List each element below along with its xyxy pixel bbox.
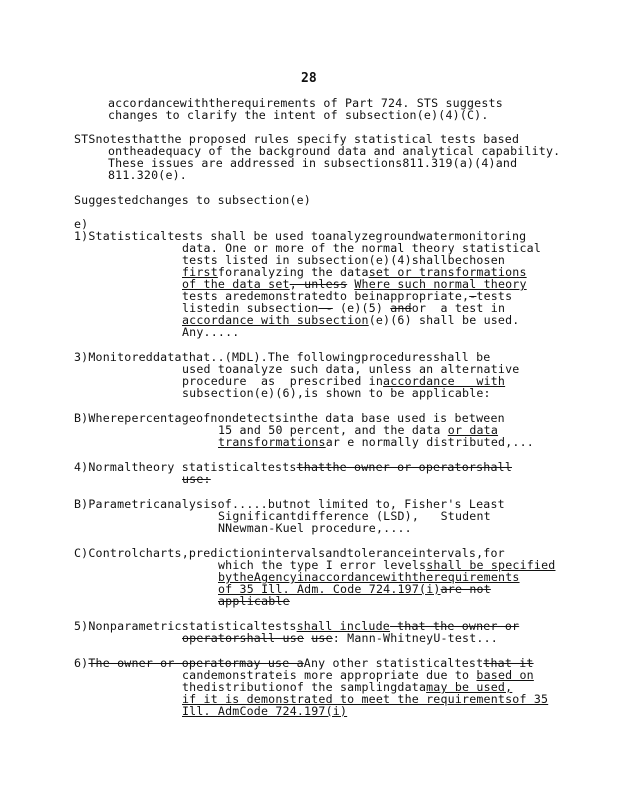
- text-line: 1)Statisticaltests shall be used toanalyzegroundwatermonitoring: [74, 229, 527, 243]
- inserted-text: Where such normal theory: [354, 277, 527, 291]
- text-line: 15 and 50 percent, and the data or data: [218, 423, 499, 437]
- deleted-text: thatthe owner or operatorshall: [296, 460, 512, 474]
- deleted-text: applicable: [218, 594, 290, 608]
- text-line: These issues are addressed in subsections811.319(a)(4)and: [108, 156, 518, 170]
- page-number: 28: [301, 71, 317, 86]
- deleted-text: -: [469, 289, 477, 303]
- text-line: 811.320(e).: [108, 168, 187, 182]
- text-line: procedure as prescribed inaccordance with: [182, 374, 506, 388]
- deleted-text: -: [318, 301, 333, 315]
- deleted-text: operatorshall use: [182, 631, 305, 645]
- text-line: thedistributionof the samplingdatamay be used,: [182, 680, 513, 694]
- inserted-text: shall be specified: [426, 558, 556, 572]
- text-line: data. One or more of the normal theory statistical: [182, 241, 542, 255]
- inserted-text: set or transformations: [368, 265, 527, 279]
- text-line: C)Controlcharts,predictionintervalsandtoleranceintervals,for: [74, 546, 505, 560]
- text-line: accordancewiththerequirements of Part 724. STS suggests: [108, 96, 503, 110]
- text-line: STSnotesthatthe proposed rules specify statistical tests based: [74, 132, 520, 146]
- deleted-text: , unless: [289, 277, 348, 291]
- text-line: firstforanalyzing the dataset or transformations: [182, 265, 527, 279]
- inserted-text: or data: [447, 423, 499, 437]
- text-line: tests listed in subsection(e)(4)shallbechosen: [182, 253, 506, 267]
- inserted-text: accordance with: [383, 374, 506, 388]
- text-line: [182, 473, 211, 486]
- text-line: listedin subsection - (e)(5) andor a test in: [182, 301, 506, 315]
- text-line: [218, 595, 290, 608]
- text-line: 3)Monitoreddatathat..(MDL).The followingproceduresshall be: [74, 350, 491, 364]
- subsection-label: e): [74, 217, 89, 231]
- text-line: tests aredemonstratedto beinappropriate,-tests: [182, 289, 513, 303]
- inserted-text: shall include: [296, 619, 390, 633]
- text-line: subsection(e)(6),is shown to be applicable:: [182, 386, 491, 400]
- inserted-text: based on: [476, 668, 534, 682]
- text-line: [182, 705, 347, 718]
- deleted-text: The owner or operatormay use a: [88, 656, 304, 670]
- text-line: transformationsar e normally distributed,...: [218, 435, 534, 449]
- inserted-text: bytheAgencyinaccordancewiththerequirements: [218, 570, 520, 584]
- text-line: Significantdifference (LSD), Student: [218, 509, 491, 523]
- text-line: Any.....: [182, 325, 240, 339]
- text-line: 6)The owner or operatormay use aAny other statisticaltestthat it: [74, 656, 534, 670]
- text-line: NNewman-Kuel procedure,....: [218, 521, 412, 535]
- deleted-text: that it: [483, 656, 534, 670]
- text-line: B)Wherepercentageofnondetectsinthe data base used is between: [74, 411, 505, 425]
- deleted-text: use: [311, 631, 333, 645]
- deleted-text: use:: [182, 472, 211, 486]
- text-line: ontheadequacy of the background data and analytical capability.: [108, 144, 561, 158]
- inserted-text: first: [182, 265, 218, 279]
- inserted-text: Ill. AdmCode 724.197(i): [182, 704, 348, 718]
- text-line: accordance with subsection(e)(6) shall be used.: [182, 313, 520, 327]
- inserted-text: accordance with subsection: [182, 313, 369, 327]
- inserted-text: of the data set: [182, 277, 290, 291]
- text-line: candemonstrateis more appropriate due to based on: [182, 668, 534, 682]
- section-heading: Suggestedchanges to subsection(e): [74, 193, 311, 207]
- text-line: B)Parametricanalysisof.....butnot limited to, Fisher's Least: [74, 497, 505, 511]
- inserted-text: of 35 Ill. Adm. Code 724.197(i): [218, 582, 441, 596]
- deleted-text: and: [390, 301, 412, 315]
- inserted-text: transformations: [218, 435, 326, 449]
- text-line: used toanalyze such data, unless an alternative: [182, 362, 520, 376]
- text-line: changes to clarify the intent of subsection(e)(4)(C).: [108, 108, 489, 122]
- text-line: 4)Normaltheory statisticalteststhatthe owner or operatorshall: [74, 460, 512, 474]
- text-line: 5)Nonparametricstatisticaltestsshall include that the owner or: [74, 619, 520, 633]
- deleted-text: are not: [440, 582, 491, 596]
- inserted-text: if it is demonstrated to meet the requirementsof 35: [182, 692, 549, 706]
- text-line: which the type I error levelsshall be specified: [218, 558, 556, 572]
- deleted-text: that the owner or: [389, 619, 520, 633]
- text-line: operatorshall use use: Mann-WhitneyU-test...: [182, 631, 498, 645]
- inserted-text: may be used,: [426, 680, 513, 694]
